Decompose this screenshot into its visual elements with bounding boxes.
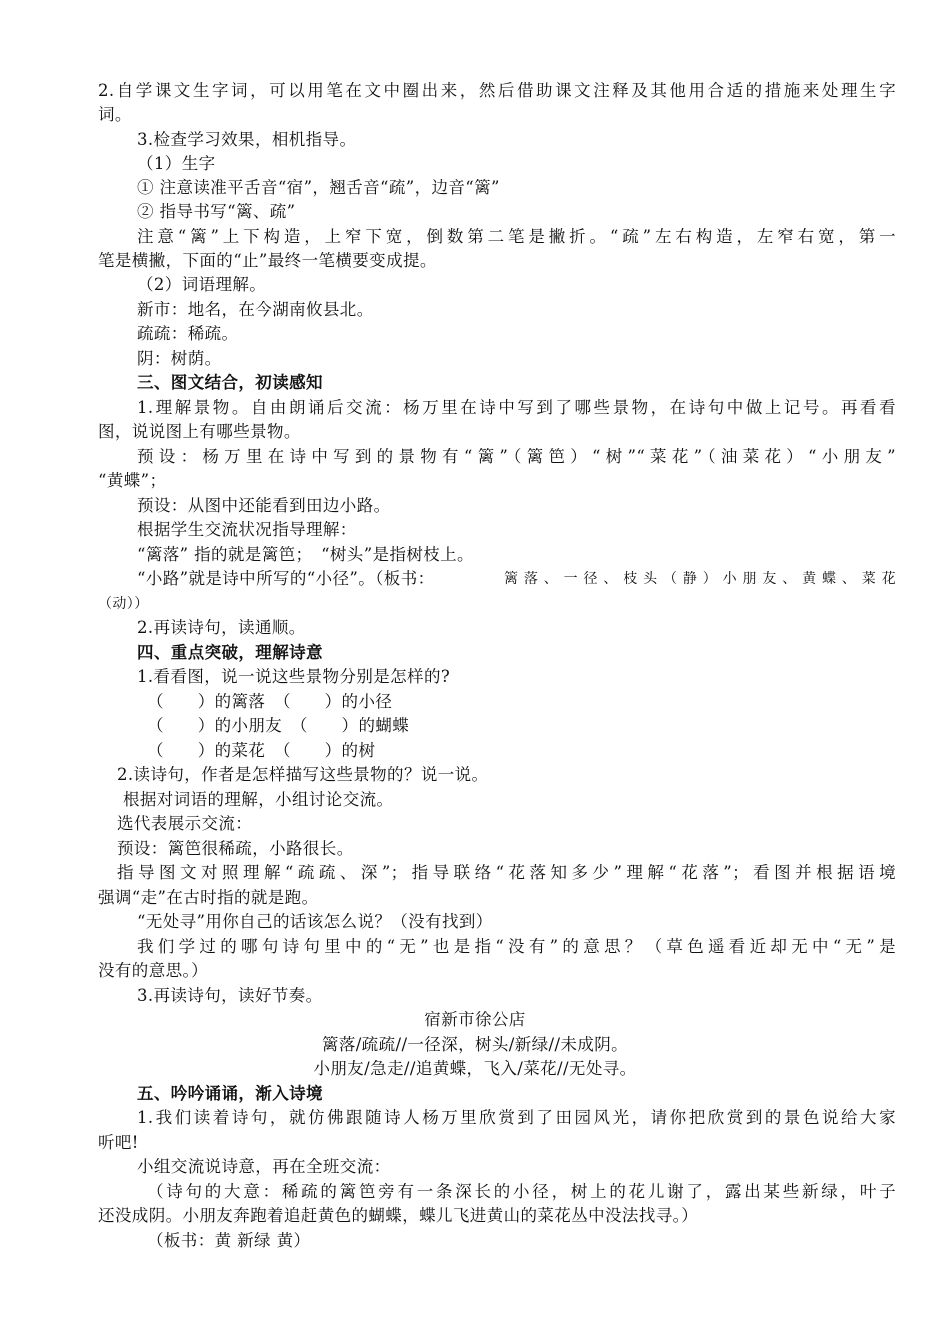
text-line: 笔是横撇，下面的“止”最终一笔横要变成提。 [98, 251, 437, 270]
text-line: 2.自学课文生字词，可以用笔在文中圈出来，然后借助课文注释及其他用合适的措施来处理生字 [98, 81, 896, 100]
fill-blank-line: （ ）的篱落 （ ）的小径 [147, 692, 393, 711]
board-notes: （板书：黄 新绿 黄） [147, 1231, 311, 1250]
text-line: ① 注意读准平舌音“宿”，翘舌音“疏”，边音“篱” [137, 178, 500, 197]
text-line: “黄蝶”； [98, 471, 167, 490]
text-line: （诗句的大意：稀疏的篱笆旁有一条深长的小径，树上的花儿谢了，露出某些新绿，叶子 [147, 1182, 896, 1201]
text-line: 图，说说图上有哪些景物。 [98, 422, 301, 441]
text-line: “无处寻”用你自己的话该怎么说？（没有找到） [137, 912, 493, 931]
text-line: “小路”就是诗中所写的“小径”。（板书： [137, 569, 435, 588]
text-line: 阴：树荫。 [137, 349, 222, 368]
section-heading: 五、吟吟诵诵，渐入诗境 [137, 1084, 323, 1103]
text-line: “篱落” 指的就是篱笆； “树头”是指树枝上。 [137, 545, 474, 564]
board-notes: 篱落、一径、枝头（静）小朋友、黄蝶、菜花 [504, 571, 896, 587]
text-line: （1）生字 [137, 154, 216, 173]
section-heading: 四、重点突破，理解诗意 [137, 643, 323, 662]
poem-line: 小朋友/急走//追黄蝶，飞入/菜花//无处寻。 [313, 1059, 637, 1078]
text-line: 没有的意思。） [98, 961, 209, 980]
poem-title: 宿新市徐公店 [424, 1010, 526, 1029]
text-line: 指导图文对照理解“疏疏、深”；指导联络“花落知多少”理解“花落”；看图并根据语境 [117, 863, 896, 882]
fill-blank-line: （ ）的菜花 （ ）的树 [147, 741, 376, 760]
text-line: 预设：杨万里在诗中写到的景物有“篱”（篱笆）“树”“菜花”（油菜花）“小朋友” [137, 447, 896, 466]
text-line: 疏疏：稀疏。 [137, 324, 239, 343]
text-line: 1.理解景物。自由朗诵后交流：杨万里在诗中写到了哪些景物，在诗句中做上记号。再看看 [137, 398, 896, 417]
text-line: 2.再读诗句，读通顺。 [137, 618, 306, 637]
section-heading: 三、图文结合，初读感知 [137, 373, 323, 392]
text-line: 根据学生交流状况指导理解： [137, 520, 357, 539]
text-line: ② 指导书写“篱、疏” [137, 202, 296, 221]
text-line: （2）词语理解。 [137, 275, 267, 294]
text-line: 1.看看图，说一说这些景物分别是怎样的? [137, 667, 451, 686]
text-line: 听吧! [98, 1133, 139, 1152]
text-line: 新市：地名，在今湖南攸县北。 [137, 300, 374, 319]
text-line: 3.再读诗句，读好节奏。 [137, 986, 323, 1005]
fill-blank-line: （ ）的小朋友 （ ）的蝴蝶 [147, 716, 410, 735]
text-line: 我们学过的哪句诗句里中的“无”也是指“没有”的意思？（草色遥看近却无中“无”是 [137, 937, 896, 956]
text-line: 2.读诗句，作者是怎样描写这些景物的？说一说。 [117, 765, 489, 784]
text-line: 3.检查学习效果，相机指导。 [137, 130, 357, 149]
text-line: 还没成阴。小朋友奔跑着追赶黄色的蝴蝶，蝶儿飞进黄山的菜花丛中没法找寻。） [98, 1206, 699, 1225]
text-line: 选代表展示交流： [117, 814, 253, 833]
text-line: 根据对词语的理解，小组讨论交流。 [123, 790, 394, 809]
board-notes: （动）） [98, 596, 149, 612]
text-line: 小组交流说诗意，再在全班交流： [137, 1157, 391, 1176]
text-line: 注意“篱”上下构造，上窄下宽，倒数第二笔是撇折。“疏”左右构造，左窄右宽，第一 [137, 227, 896, 246]
text-line: 词。 [98, 105, 132, 124]
poem-line: 篱落/疏疏//一径深，树头/新绿//未成阴。 [321, 1035, 629, 1054]
text-line: 预设：篱笆很稀疏，小路很长。 [117, 839, 354, 858]
text-line: 强调“走”在古时指的就是跑。 [98, 888, 319, 907]
text-line: 预设：从图中还能看到田边小路。 [137, 496, 391, 515]
text-line: 1.我们读着诗句，就仿佛跟随诗人杨万里欣赏到了田园风光，请你把欣赏到的景色说给大家 [137, 1108, 896, 1127]
